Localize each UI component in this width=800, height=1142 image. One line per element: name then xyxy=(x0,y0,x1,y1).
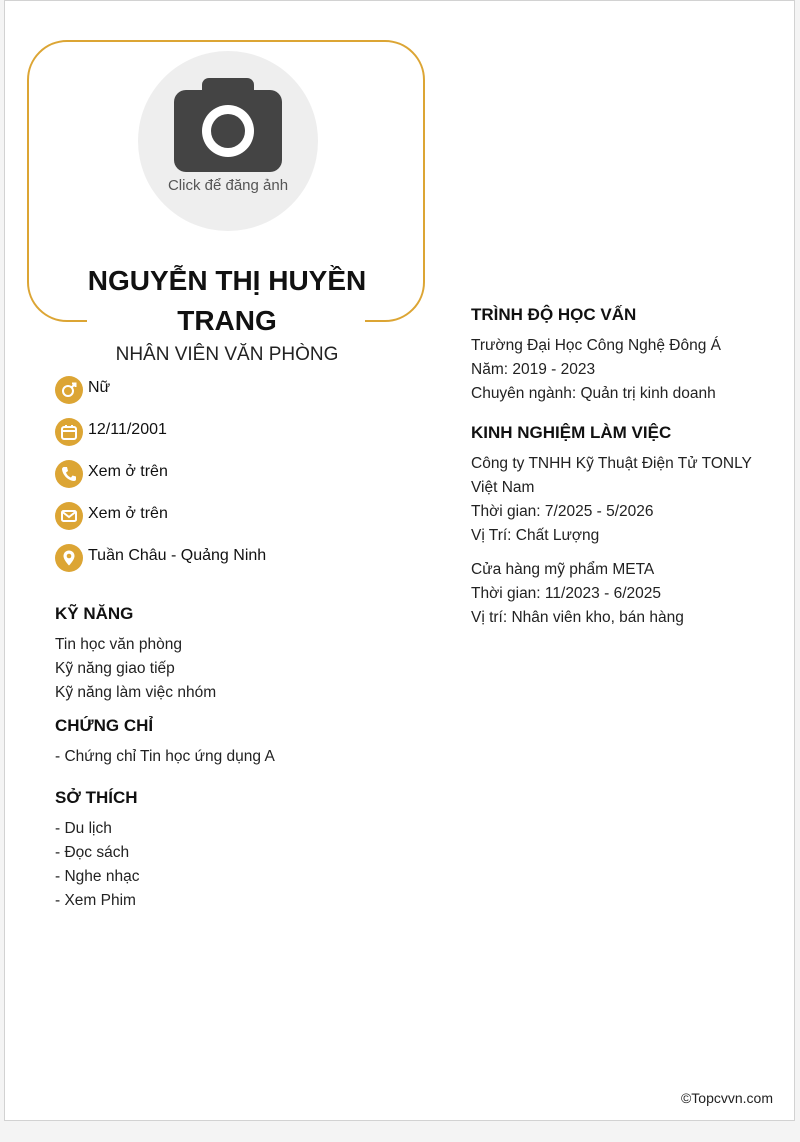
skills-section xyxy=(55,603,425,705)
skill-item: Kỹ năng làm việc nhóm xyxy=(55,684,217,701)
education-section xyxy=(471,304,771,406)
experience-section xyxy=(471,422,771,640)
hobby-item: - Xem Phim xyxy=(55,892,136,909)
candidate-name: NGUYỄN THỊ HUYỀN TRANG xyxy=(87,265,367,336)
experience-company: Công ty TNHH Kỹ Thuật Điện Tử TONLY Việt Nam xyxy=(471,455,752,496)
hobby-item: - Nghe nhạc xyxy=(55,868,140,885)
skill-item: Kỹ năng giao tiếp xyxy=(55,660,175,677)
education-title: TRÌNH ĐỘ HỌC VẤN xyxy=(471,305,637,324)
phone-icon xyxy=(55,460,83,488)
avatar-upload-label: Click để đăng ảnh xyxy=(167,177,289,194)
phone-value: Xem ở trên xyxy=(88,463,168,480)
avatar-upload[interactable] xyxy=(138,51,318,231)
hobby-item: - Đọc sách xyxy=(55,844,130,861)
email-value: Xem ở trên xyxy=(88,505,168,522)
experience-title: KINH NGHIỆM LÀM VIỆC xyxy=(471,423,672,442)
contact-gender xyxy=(55,376,415,418)
experience-item xyxy=(471,452,771,548)
contact-birthday xyxy=(55,418,415,460)
contact-phone xyxy=(55,460,415,502)
experience-time: Thời gian: 11/2023 - 6/2025 xyxy=(471,585,661,602)
hobbies-section xyxy=(55,787,425,913)
education-major: Chuyên ngành: Quản trị kinh doanh xyxy=(471,385,716,402)
gender-icon xyxy=(55,376,83,404)
skills-title: KỸ NĂNG xyxy=(55,604,134,623)
experience-position: Vị trí: Nhân viên kho, bán hàng xyxy=(471,609,684,626)
certificate-item: - Chứng chỉ Tin học ứng dụng A xyxy=(55,748,275,765)
footer-copyright: ©Topcvvn.com xyxy=(680,1090,773,1106)
calendar-icon xyxy=(55,418,83,446)
hobby-item: - Du lịch xyxy=(55,820,112,837)
education-years: Năm: 2019 - 2023 xyxy=(471,361,596,378)
certificates-section xyxy=(55,715,425,769)
contact-list xyxy=(55,376,415,586)
contact-address xyxy=(55,544,415,586)
gender-value: Nữ xyxy=(88,379,111,396)
contact-email xyxy=(55,502,415,544)
location-icon xyxy=(55,544,83,572)
experience-item xyxy=(471,558,771,630)
certificates-title: CHỨNG CHỈ xyxy=(55,716,154,735)
camera-icon xyxy=(174,78,282,172)
job-title: NHÂN VIÊN VĂN PHÒNG xyxy=(115,344,339,365)
skill-item: Tin học văn phòng xyxy=(55,636,182,653)
birthday-value: 12/11/2001 xyxy=(88,421,167,438)
hobbies-title: SỞ THÍCH xyxy=(55,788,138,807)
experience-time: Thời gian: 7/2025 - 5/2026 xyxy=(471,503,654,520)
email-icon xyxy=(55,502,83,530)
education-school: Trường Đại Học Công Nghệ Đông Á xyxy=(471,337,721,354)
address-value: Tuần Châu - Quảng Ninh xyxy=(88,547,267,564)
experience-company: Cửa hàng mỹ phẩm META xyxy=(471,561,655,578)
experience-position: Vị Trí: Chất Lượng xyxy=(471,527,600,544)
